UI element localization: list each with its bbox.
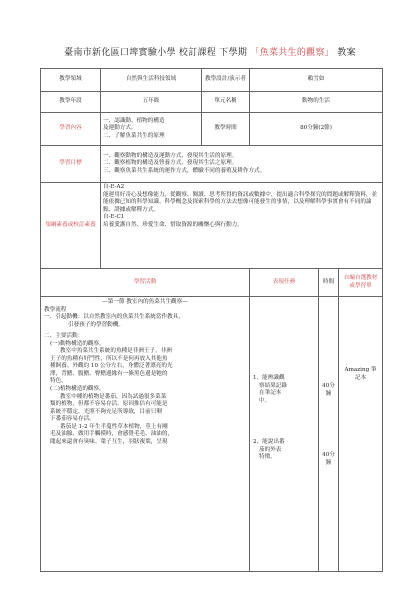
core-value [101, 183, 383, 269]
designer-label: 教學設計/演示者 [202, 69, 250, 92]
domain-label: 教學領域 [41, 69, 101, 92]
sub-activity-2-text: 番茄是 1-2 年生半蔓性草本植物，莖上有剛 [60, 423, 168, 430]
sub-activity-2-text: 毛及油腺，做用手觸摸時，會感覺毛毛、油油的， [50, 431, 174, 438]
evaluation-task-2: 特徵。 [259, 454, 276, 461]
time-body [319, 297, 339, 572]
sub-activity-1-text: 特色。 [50, 378, 67, 385]
unit-label: 單元名稱 [202, 92, 250, 113]
time-label: 教學時間 [202, 113, 250, 146]
evaluation-task-1: 在筆記本 [259, 390, 282, 397]
evaluation-body [250, 297, 319, 572]
core-text: 培養愛護自然、珍愛生命、惜取資源的關懷心與行動力。 [103, 221, 243, 228]
activity-body [41, 297, 250, 572]
step-2: 二、主要活動： [44, 333, 84, 340]
content-value [101, 113, 202, 146]
row-grade [41, 92, 383, 113]
row-activity-header [41, 269, 383, 297]
flow-label: 教學流程 [44, 306, 67, 313]
evaluation-task-2: 2、能說出番 [253, 439, 285, 446]
core-code: 自-E-C1 [103, 214, 125, 221]
step-1: 一、引起動機：以自然教室內的魚菜共生系統當作教具， [44, 314, 184, 321]
content-label: 學習內容 [41, 113, 101, 146]
time-slot-1: 40分鐘 [322, 383, 335, 397]
sub-activity-1-text: 教室中魚菜共生系統的魚種是非洲王子，非洲 [60, 348, 172, 355]
domain-value: 自然與生活科技領域 [101, 69, 202, 92]
resources-header: 自編自選教材或學習單 [339, 269, 383, 297]
sub-activity-2-text: 下番茄容易存活。 [50, 416, 95, 423]
goal-item: 三、觀察魚菜共生系統的運作方式，體驗不同的養殖及耕作方式。 [103, 167, 266, 174]
sub-activity-1-text: 王子的魚種有好鬥性，所以不是何再放入其他魚 [50, 355, 168, 362]
document-title [0, 45, 420, 58]
row-content [41, 113, 383, 146]
designer-value: 賴雪如 [250, 69, 383, 92]
grade-value: 五年級 [101, 92, 202, 113]
section-title: —第一節 教室內的魚菜共生觀察— [102, 299, 188, 305]
title-suffix: 教案 [337, 48, 356, 58]
goal-label: 學習目標 [41, 146, 101, 183]
lesson-plan-table [40, 68, 383, 572]
sub-activity-2-text: 教室中種的植物是番茄，因為試過很多菜菜 [60, 393, 167, 400]
evaluation-task-2: 茄的外表 [259, 446, 282, 453]
grade-label: 教學年段 [41, 92, 101, 113]
sub-activity-2-text: 類的植物，但都不容易存活，原因推估有可能是 [50, 401, 168, 408]
time-value: 80分鐘(2節) [250, 113, 383, 146]
evaluation-task-1: 中。 [259, 397, 271, 404]
title-prefix: 臺南市新化區口埤實驗小學 校訂課程 下學期 [64, 48, 248, 58]
goal-value [101, 146, 383, 183]
sub-activity-1-text: 澤，背鰭、腹鰭、臀鰭邊緣有一條黑色邊是牠的 [50, 370, 168, 377]
evaluation-task-1: 察結果記錄 [259, 382, 287, 389]
sub-activity-2-text: 系統不穩定，光照不夠充足所導致，目前只剩 [50, 408, 162, 415]
activity-header: 學習活動 [41, 269, 250, 297]
time-slot-2: 40分鐘 [322, 452, 335, 466]
row-core [41, 183, 383, 269]
content-item: 一、認識動、植物的構造 [103, 117, 165, 124]
resources-body [339, 297, 383, 572]
unit-value: 動物的生活 [250, 92, 383, 113]
evaluation-header: 表現任務 [250, 269, 319, 297]
evaluation-task-1: 1、能辨識觀 [253, 375, 285, 381]
core-text: 能運用好奇心及想像能力，從觀察、閱讀、思考所得的資訊或數據中，提出適合科學探究的問題或解釋資料，並能依據已知的科學知識、科學概念及探索科學的方法去想像可能發生的事情，以及理解科學事實會有不同的論點、證據或解釋方式。 [103, 191, 378, 213]
sub-activity-1-text: 種飼養。外觀約 10 公分左右，身體泛著漂亮的光 [50, 363, 173, 370]
core-code: 自-E-A2 [103, 184, 125, 190]
sub-activity-2: (二)植物構造的觀察。 [50, 386, 105, 393]
step-1-continued: 引發孩子的學習動機。 [68, 321, 124, 328]
content-item: 二、了解魚菜共生的原理 [103, 132, 165, 139]
goal-item: 二、觀察植物的構造及營養方式，發現其生活之原理。 [103, 160, 238, 167]
title-highlight: 「魚菜共生的觀察」 [250, 48, 335, 58]
row-activity-body [41, 297, 383, 572]
row-domain [41, 69, 383, 92]
resource-item: Amazing 筆記本 [344, 367, 377, 381]
goal-item: 一、觀察動物的構造及運動方式，發現其生活的原理。 [103, 152, 238, 159]
core-label: 領綱素養或校訂素養 [41, 183, 101, 269]
row-goals [41, 146, 383, 183]
sub-activity-2-text: 聞起來還會有臭味。葉子互生，羽狀複葉，呈現 [50, 438, 168, 445]
time-header: 時間 [319, 269, 339, 297]
sub-activity-1: (一)動物構造的觀察。 [50, 340, 105, 347]
content-item: 及運動方式。 [103, 125, 137, 132]
